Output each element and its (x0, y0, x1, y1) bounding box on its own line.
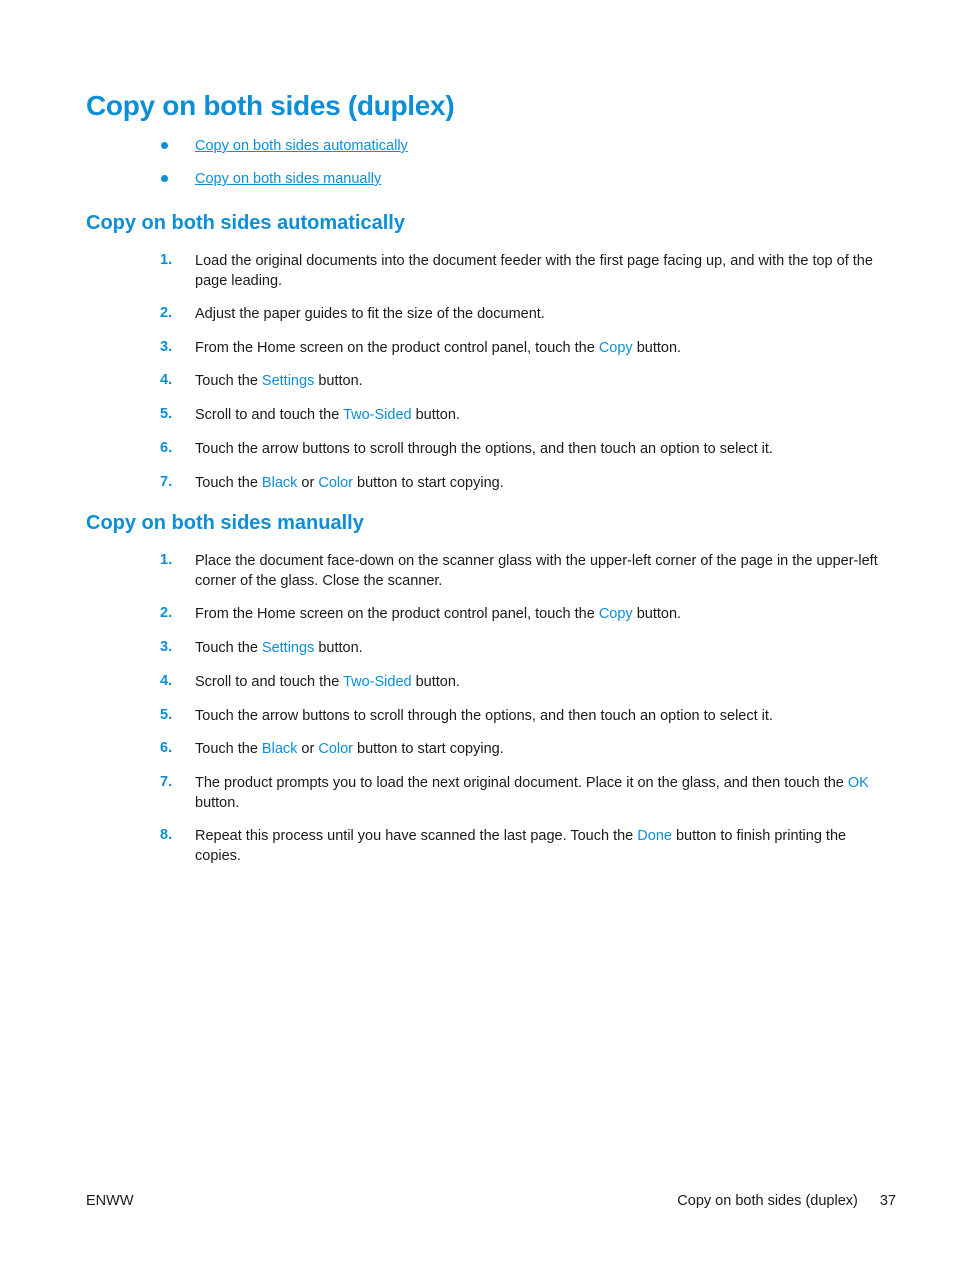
bullet-icon (161, 142, 168, 149)
step-text (195, 372, 885, 392)
step-text-part: Touch the arrow buttons to scroll through the options, and then touch an option to select it. (195, 440, 773, 457)
step-text-part: button. (411, 407, 460, 423)
step-text-part: The product prompts you to load the next original document. Place it on the glass, and then touch the (195, 775, 848, 791)
steps-automatic (0, 252, 954, 494)
step-text-part: Touch the arrow buttons to scroll through the options, and then touch an option to select it. (195, 707, 773, 724)
step-number: 1. (160, 552, 173, 568)
step-text-part: Touch the (195, 741, 262, 757)
ui-term-two-sided: Two-Sided (343, 673, 412, 690)
table-of-contents (0, 138, 954, 204)
step-text-part: button. (314, 373, 363, 389)
step-number: 5. (160, 706, 173, 723)
toc-item (0, 138, 954, 171)
step-number: 5. (160, 406, 173, 422)
footer-left-label: ENWW (86, 1193, 134, 1209)
list-item (0, 440, 954, 474)
step-text-part: From the Home screen on the product control panel, touch the (195, 606, 599, 622)
step-text-part: or (297, 474, 319, 491)
step-text (195, 552, 885, 591)
list-item (0, 406, 954, 440)
step-number: 7. (160, 774, 173, 790)
ui-term-two-sided: Two-Sided (343, 407, 412, 423)
step-text (195, 440, 885, 460)
list-item (0, 827, 954, 867)
toc-item (0, 171, 954, 204)
step-text-part: button. (314, 639, 363, 656)
step-text (195, 774, 885, 813)
footer-section-title: Copy on both sides (duplex) (677, 1193, 858, 1209)
list-item (0, 707, 954, 741)
step-number: 8. (160, 827, 173, 843)
ui-term-settings: Settings (261, 373, 315, 389)
steps-manual (0, 552, 954, 867)
list-item (0, 673, 954, 707)
bullet-icon (161, 175, 168, 182)
section-heading-automatic: Copy on both sides automatically (86, 212, 405, 234)
list-item (0, 552, 954, 605)
toc-link-automatic[interactable]: Copy on both sides automatically (195, 138, 408, 154)
ui-term-done: Done (637, 828, 672, 844)
step-text-part: Touch the (195, 639, 262, 656)
ui-term-black: Black (261, 741, 298, 757)
step-text (195, 474, 885, 494)
step-text (195, 673, 885, 693)
step-text-part: Load the original documents into the document feeder with the first page facing up, and with the top of the page leading. (195, 253, 873, 289)
step-text-part: button. (411, 673, 460, 690)
ui-term-copy: Copy (598, 339, 633, 356)
step-text (195, 305, 885, 325)
step-number: 7. (160, 473, 173, 490)
list-item (0, 639, 954, 673)
step-text-part: or (297, 741, 319, 757)
step-text (195, 252, 885, 291)
list-item (0, 339, 954, 373)
list-item (0, 774, 954, 827)
list-item (0, 305, 954, 339)
step-text (195, 707, 885, 727)
ui-term-color: Color (318, 474, 353, 491)
step-text-part: button to finish printing the copies. (195, 828, 847, 864)
step-text-part: Touch the (195, 373, 262, 389)
ui-term-settings: Settings (261, 639, 315, 656)
step-number: 4. (160, 672, 173, 689)
step-number: 6. (160, 740, 173, 756)
step-text-part: button. (632, 606, 682, 622)
step-text-part: button. (632, 339, 682, 356)
step-text-part: Touch the (195, 474, 262, 491)
step-number: 3. (160, 338, 173, 355)
ui-term-ok: OK (847, 775, 869, 791)
step-number: 2. (160, 605, 173, 621)
list-item (0, 605, 954, 639)
step-text-part: Scroll to and touch the (195, 407, 344, 423)
step-number: 4. (160, 372, 173, 388)
step-text (195, 605, 885, 625)
step-text (195, 639, 885, 659)
section-heading-manual: Copy on both sides manually (86, 512, 364, 534)
step-text-part: Repeat this process until you have scanned the last page. Touch the (195, 828, 638, 844)
step-number: 3. (160, 638, 173, 655)
toc-link-manual[interactable]: Copy on both sides manually (195, 171, 382, 187)
step-text-part: button to start copying. (353, 474, 504, 491)
page-number: 37 (879, 1193, 896, 1209)
footer-right (677, 1193, 896, 1209)
list-item (0, 372, 954, 406)
step-text-part: Adjust the paper guides to fit the size of the document. (195, 306, 545, 322)
ui-term-black: Black (261, 474, 298, 491)
page-title: Copy on both sides (duplex) (86, 90, 455, 121)
step-number: 2. (160, 305, 173, 321)
ui-term-color: Color (318, 741, 353, 757)
step-text (195, 406, 885, 426)
list-item (0, 740, 954, 774)
step-text-part: button to start copying. (353, 741, 504, 757)
step-text-part: From the Home screen on the product control panel, touch the (195, 339, 599, 356)
ui-term-copy: Copy (598, 606, 633, 622)
step-text-part: Scroll to and touch the (195, 673, 344, 690)
list-item (0, 474, 954, 494)
step-text (195, 740, 885, 760)
list-item (0, 252, 954, 305)
step-text (195, 827, 885, 866)
step-number: 1. (160, 252, 173, 268)
step-text-part: button. (195, 794, 240, 811)
step-text (195, 339, 885, 359)
step-text-part: Place the document face-down on the scanner glass with the upper-left corner of the page in the upper-left corner of the glass. Close the scanner. (195, 553, 878, 589)
step-number: 6. (160, 439, 173, 456)
